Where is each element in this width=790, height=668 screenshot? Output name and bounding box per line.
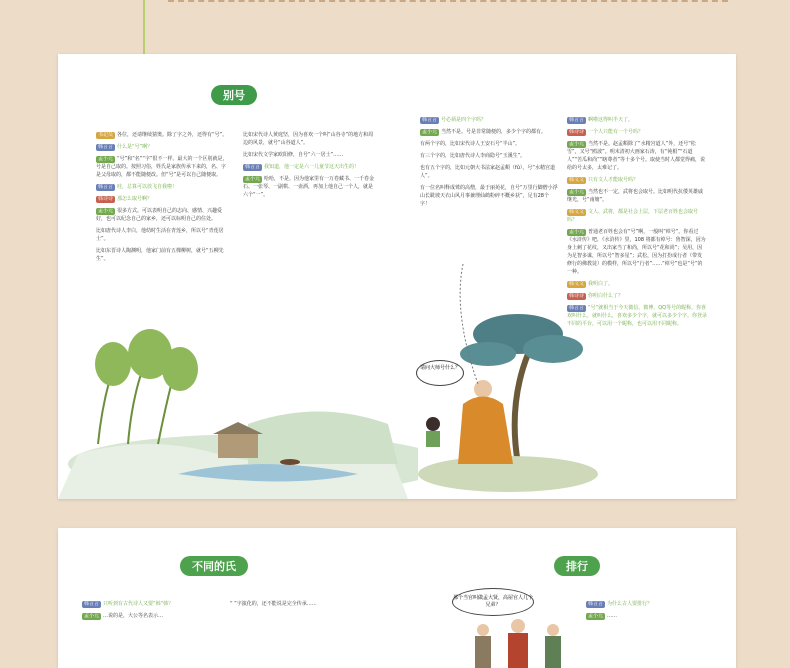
paragraph [96,183,228,191]
paragraph [96,227,228,243]
paragraph-text: 为什么古人要排行？ [607,601,653,607]
paragraph [567,208,707,224]
speaker-tag: 书记员 [98,132,114,138]
paragraph-text: 也有五个字的，比如元朝大书法家赵孟頫（fǔ），号“水精宫道人”。 [420,165,556,179]
speaker-tag: 孟小元 [588,613,604,619]
paragraph [567,176,707,184]
speaker-tag: 韩诗诗 [98,196,114,202]
paragraph [82,600,212,608]
book-page-2 [58,528,736,668]
paragraph [230,600,360,608]
text-column-1 [96,131,228,267]
paragraph [420,164,558,180]
paragraph-text: 号必须是四个字吗？ [441,117,487,123]
paragraph-text: 普通老百姓也会有“号”啊，一般叫“绰号”。你看过《水浒传》吧，《水浒传》里，108 将都有绰号：鲁智深，因为身上刺了花纹，又出家当了和尚，所以号“花和尚”；吴用，因为足智多谋，所以号“智多星”；武松，因为打扮成行者（带发修行的佛教徒）的模样，所以号“行者”……“绰号”也是“号”的一种。 [567,229,706,275]
speaker-tag: 孟小元 [84,613,100,619]
speech-bubble-2: 那个当官叫做孟大贤，高屋官人几个兄弟？ [452,588,534,616]
paragraph-text: 当然不是。赵孟頫除了“水精宫道人”外，还号“松雪”，又号“鸥波”。明末清初大画家石涛，有“钝根”“石道人”“苦瓜和尚”“瞎尊者”等十多个号。取使当时人都觉得痛，说给的号太多，太难记了。 [567,141,705,171]
speaker-tag: 韩文文 [569,281,585,287]
paragraph-text: 啊啦这得叫半天了。 [588,117,634,123]
section-title-paihang: 排行 [554,556,600,576]
paragraph-text: 我明白了。 [588,281,614,287]
paragraph [567,140,707,172]
speaker-tag: 孟小元 [245,176,261,182]
speaker-tag: 韩言言 [84,601,100,607]
officials-illustration [463,616,573,668]
paragraph-text: “号”和“名”“字”很不一样。最大的一个区别就是，号是自己取的。按照习俗，姓氏是家族传承下来的，名、字是父母取的，都不能随便改。但“号”是可以自己随便取。 [96,156,228,178]
paragraph-text: 有三个字的，比如唐代诗人李商隐号“玉溪生”。 [420,153,526,159]
paragraph-text: 比如宋代文学家欧阳修，自号“六一居士”…… [243,152,344,158]
speaker-tag: 韩诗诗 [569,129,585,135]
speaker-tag: 韩诗诗 [569,293,585,299]
section-title-biehao: 别号 [211,85,257,105]
paragraph [567,116,707,124]
paragraph [96,247,228,263]
paragraph [420,152,558,160]
paragraph [567,188,707,204]
paragraph-text: 有两个字的，比如宋代诗人王安石号“半山”。 [420,141,521,147]
paragraph-text: 你明白什么了？ [588,293,624,299]
paragraph [82,612,212,620]
speaker-tag: 孟小元 [98,156,114,162]
landscape-illustration [58,314,418,499]
paragraph-text: “ ”字演化的，还不能说是完全传承…… [230,601,317,607]
paragraph [420,140,558,148]
paragraph [420,128,558,136]
paragraph-text: 哇，总算可以放飞自我啦！ [117,184,178,190]
paragraph-text: 哈哈，不是。因为他家里有一万卷藏书、一千卷金石、一张琴、一副棋、一壶酒，再加上他自己一个人，就是六个“一”。 [243,176,375,198]
top-dashed-line [168,0,728,6]
speaker-tag: 孟小元 [422,129,438,135]
text-column-3 [420,116,558,212]
book-page-1 [58,54,736,499]
paragraph-text: …说的是，大公等名表示… [103,613,164,619]
paragraph-text: 文人、武将，都是社会上层，下层老百姓也会取号吗？ [567,209,699,223]
paragraph [243,151,375,159]
paragraph-text: 一个人只能有一个号吗？ [588,129,644,135]
text-column-p2-1 [82,600,212,624]
paragraph-text: “号”就相当于今天微信、微博、QQ等号的昵称，你喜欢叫什么，就叫什么，喜欢多少个字，就可以多少个字。你登录不同的平台，可以用一个昵称，也可以用不同昵称。 [567,305,708,327]
paragraph [243,163,375,171]
paragraph-text: …… [607,613,618,619]
speaker-tag: 韩言言 [98,184,114,190]
speaker-tag: 韩文文 [569,177,585,183]
speaker-tag: 韩言言 [588,601,604,607]
paragraph [96,143,228,151]
paragraph [96,155,228,179]
paragraph [420,116,558,124]
paragraph [243,131,375,147]
paragraph-text: 有一位名叫释成鹫的高僧，最于丽苑花，自号“万里行脚僧小浮山长跣坡天衣山风月事兼理仙鹤粉碎不概乡获”，足有28个字！ [420,185,558,207]
text-column-p2-3 [586,600,716,624]
speaker-tag: 韩言言 [245,164,261,170]
speaker-tag: 孟小元 [569,189,585,195]
text-column-2 [243,131,375,203]
paragraph [586,600,716,608]
paragraph-text: 我知道，他一定是六一儿童节这天出生的！ [264,164,360,170]
speaker-tag: 孟小元 [569,141,585,147]
paragraph [243,175,375,199]
paragraph [96,207,228,223]
paragraph [586,612,716,620]
paragraph-text: 比如东晋诗人陶渊明，他家门前有五棵柳树，就号“五柳先生”。 [96,248,224,262]
paragraph-text: 当然不是。号是非常随便的，多少个字的都有。 [441,129,547,135]
paragraph-text: 什么是“号”啊？ [117,144,153,150]
speaker-tag: 孟小元 [569,229,585,235]
speaker-tag: 韩言言 [569,305,585,311]
speaker-tag: 韩言言 [422,117,438,123]
paragraph-text: 当然也不一定，武将也会取号。比如明代抗倭英雄戚继光，号“南塘”。 [567,189,704,203]
speech-bubble: 请问大师号什么？ [416,360,464,386]
speaker-tag: 孟小元 [98,208,114,214]
speaker-tag: 韩文文 [569,209,585,215]
paragraph-text: 比如宋代诗人黄庭坚，因为喜欢一个叫“山谷寺”的地方和周边的风景，就号“山谷道人”。 [243,132,374,146]
paragraph [567,128,707,136]
paragraph-text: 很多方式。可以表明自己的志向、感情、兴趣爱好，也可以纪念自己的家乡，还可以标明自己的住处。 [96,208,223,222]
paragraph [96,195,228,203]
paragraph [96,131,228,139]
paragraph-text: 只听到有古代诗人又要“韩”韩？ [103,601,174,607]
text-column-p2-2 [230,600,360,612]
paragraph-text: 比如唐代诗人李白，他幼时生活在青莲乡，所以号“青莲居士”。 [96,228,224,242]
speaker-tag: 韩言言 [98,144,114,150]
speaker-tag: 韩言言 [569,117,585,123]
paragraph-text: 只有文人才能取号吗？ [588,177,639,183]
paragraph-text: 那怎么取号啊？ [117,196,153,202]
paragraph-text: 各位，还请继续猜奥。除了字之外，还得有“号”。 [117,132,228,138]
section-title-butongdeshi: 不同的氏 [180,556,248,576]
paragraph [420,184,558,208]
